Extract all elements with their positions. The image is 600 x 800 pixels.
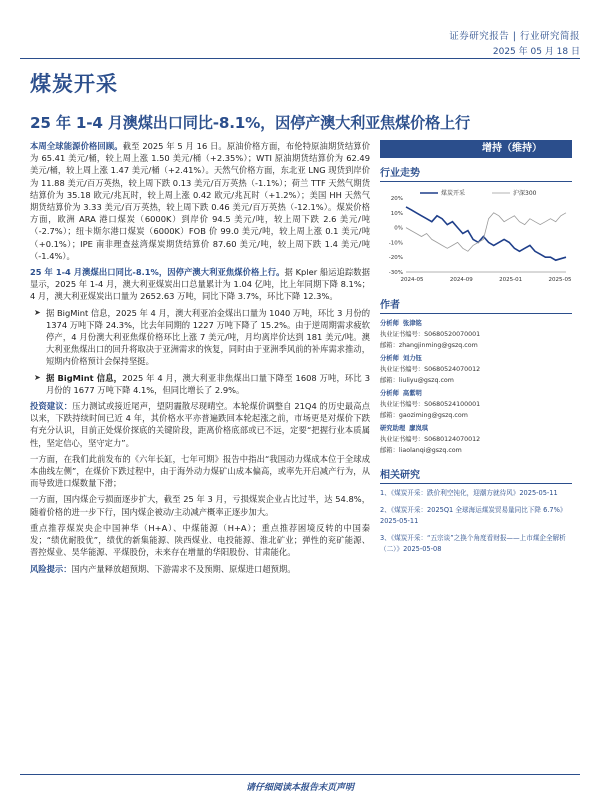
- authors-list: [380, 318, 572, 456]
- report-type-header: 证券研究报告 | 行业研究简报: [449, 31, 580, 42]
- author-entry: [380, 353, 572, 386]
- related-item[interactable]: 2、《煤炭开采：2025Q1 全球海运煤炭贸易量同比下降 6.7%》2025-05-11: [380, 506, 567, 525]
- arrow-bullet-icon: ➤: [34, 372, 41, 382]
- series-line-0: [406, 207, 566, 260]
- report-date: 2025 年 05 月 18 日: [492, 47, 580, 57]
- author-cert: 执业证书编号：S0680124070012: [380, 436, 481, 443]
- investment-paragraph: [30, 400, 370, 449]
- y-tick-label: 0%: [394, 225, 403, 232]
- sidebar: [380, 140, 572, 561]
- arrow-bullet-icon: ➤: [34, 307, 41, 317]
- author-cert: 执业证书编号：S0680520070001: [380, 331, 481, 338]
- related-list: [380, 488, 572, 555]
- footer-divider: [20, 774, 580, 775]
- risk-paragraph: [30, 563, 370, 575]
- main-body: [30, 140, 370, 579]
- related-item[interactable]: 3、《煤炭开采：“五宗谈”之换个角度看财报——上市煤企全解析（二）》2025-05-08: [380, 534, 566, 553]
- risk-lead: 风险提示：: [30, 563, 72, 574]
- bullet-text: 据 BigMint 信息，2025 年 4 月，澳大利亚冶金煤出口量为 1040 万吨，环比 3 月份的 1374 万吨下降 24.3%，比去年同期的 1227 万吨下降了 15.2%。由于逆周期需求疲软停产，4 月份澳大利亚焦煤价格环比上涨 7 美元/吨，月均离岸价达到 181 美元/吨。澳大利亚焦煤出口的回升将取决于亚洲需求的恢复，同时由于亚洲季风前的补库需求推动，短期内价格预计会保持坚挺。: [46, 307, 370, 367]
- series-line-1: [406, 213, 566, 252]
- body-paragraph: 一方面，国内煤企亏损面逐步扩大，截至 25 年 3 月，亏损煤炭企业占比过半，达 54.8%，随着价格的进一步下行，国内煤企被动/主动减产概率正逐步加大。: [30, 494, 370, 517]
- related-section-title: 相关研究: [380, 460, 572, 484]
- author-role: 分析师: [380, 355, 399, 362]
- investment-lead: 投资建议：: [30, 401, 73, 412]
- author-entry: [380, 318, 572, 351]
- x-tick-label: 2025-05: [548, 277, 572, 283]
- y-tick-label: 10%: [390, 210, 403, 217]
- authors-section-title: 作者: [380, 290, 572, 314]
- author-role: 研究助理: [380, 425, 406, 432]
- trend-chart-svg: [380, 186, 572, 286]
- paragraph-lead: 本周全球能源价格回顾。: [30, 141, 123, 151]
- author-cert: 执业证书编号：S0680524070012: [380, 366, 481, 373]
- y-tick-label: -20%: [388, 255, 403, 262]
- export-paragraph: [30, 266, 370, 303]
- author-cert: 执业证书编号：S0680524100001: [380, 401, 481, 408]
- author-email[interactable]: 邮箱：liuliyu@gszq.com: [380, 377, 454, 384]
- y-tick-label: 20%: [390, 196, 403, 202]
- energy-price-paragraph: [30, 140, 370, 262]
- legend-label: 煤炭开采: [441, 190, 466, 197]
- paragraph-text: 据 Kpler 船运追踪数据显示，2025 年 1-4 月，澳大利亚煤炭出口总量累计为 1.04 亿吨，比上年同期下降 8.1%；4 月，澳大利亚煤炭出口量为 2652.63 万吨，同比下降 3.7%，环比下降 12.3%。: [30, 267, 370, 302]
- footer-disclaimer: 请仔细阅读本报告末页声明: [245, 783, 354, 793]
- y-tick-label: -10%: [388, 240, 403, 247]
- y-tick-label: -30%: [388, 270, 403, 276]
- author-name: 廖岚琪: [409, 425, 429, 432]
- header-divider: [20, 58, 580, 59]
- x-tick-label: 2024-05: [400, 277, 424, 283]
- author-entry: [380, 423, 572, 456]
- author-role: 分析师: [380, 320, 399, 327]
- x-tick-label: 2024-09: [449, 277, 473, 283]
- trend-section-title: 行业走势: [380, 158, 572, 182]
- bullet-item: [30, 372, 370, 396]
- body-paragraph: 重点推荐煤炭央企中国神华（H+A）、中煤能源（H+A）；重点推荐困境反转的中国秦发；“绩优耐股优”，绩优的新集能源、陕西煤业、电投能源、淮北矿业；弹性的兖矿能源、晋控煤业、昊华能源、平煤股份，未来存在增量的华阳股份、甘肃能化。: [30, 522, 370, 558]
- related-item[interactable]: 1、《煤炭开采：跌价利空钝化，迎潮方就待风》2025-05-11: [380, 489, 558, 497]
- author-name: 张津铭: [402, 320, 422, 327]
- paragraph-lead: 25 年 1-4 月澳煤出口同比-8.1%，因停产澳大利亚焦煤价格上行。: [30, 267, 285, 278]
- author-email[interactable]: 邮箱：gaoziming@gszq.com: [380, 412, 468, 419]
- legend-label: 沪深300: [513, 190, 537, 197]
- author-name: 刘力钰: [402, 355, 422, 362]
- author-email[interactable]: 邮箱：liaolanqi@gszq.com: [380, 447, 462, 454]
- author-entry: [380, 388, 572, 421]
- bullet-lead: 据 BigMint 信息，: [46, 372, 123, 383]
- rating-badge: 增持（维持）: [380, 140, 572, 158]
- bullet-text: 2025 年 4 月，澳大利亚非焦煤出口量下降至 1608 万吨，环比 3 月份的 1677 万吨下降 4.1%，但同比增长了 2.9%。: [46, 372, 370, 395]
- x-tick-label: 2025-01: [499, 277, 523, 283]
- paragraph-text: 截至 2025 年 5 月 16 日。原油价格方面，布伦特原油期货结算价为 65.41 美元/桶，较上周上涨 1.50 美元/桶（+2.35%）；WTI 原油期货结算价为 62.49 美元/桶，较上周上涨 1.47 美元/桶（+2.41%）。天然气价格方面，东北亚 LNG 现货到岸价为 11.88 美元/百万英热，较上周下跌 0.13 美元/百万英热（-1.1%）；荷兰 TTF 天然气期货结算价为 35.18 欧元/兆瓦时，较上周上涨 0.42 欧元/兆瓦时（+1.2%）；美国 HH 天然气期货结算价为 3.33 美元/百万英热，较上周下跌 0.46 美元/百万英热（-12.1%）。煤炭价格方面，欧洲 ARA 港口煤炭（6000K）到岸价 94.5 美元/吨，较上周下跌 2.6 美元/吨（-2.7%）；纽卡斯尔港口煤炭（6000K）FOB 价 99.0 美元/吨，较上周上涨 0.1 美元/吨（+0.1%）；IPE 南非理查兹湾煤炭期货结算价 87.60 美元/吨，较上周下跌 1.4 美元/吨（-1.4%）。: [30, 141, 370, 261]
- industry-name: 煤炭开采: [30, 72, 118, 96]
- author-role: 分析师: [380, 390, 399, 397]
- risk-text: 国内产量释放超预期、下游需求不及预期、原煤进口超预期。: [71, 563, 296, 574]
- bullet-item: [30, 307, 370, 368]
- author-name: 高紫明: [402, 390, 422, 397]
- body-paragraph: 一方面，在我们此前发布的《六年长缸，七年可期》报告中指出“我国动力煤成本位于全球成本曲线左侧”，在煤价下跌过程中，由于海外动力煤矿山成本偏高，或率先开启减产行为，从而导致进口煤数量下滑；: [30, 453, 370, 489]
- trend-chart: [380, 186, 572, 286]
- author-email[interactable]: 邮箱：zhangjinming@gszq.com: [380, 342, 478, 349]
- investment-text: 压力测试或接近尾声，望阴霾散尽现晴空。本轮煤价调整自 21Q4 的历史最高点以来，下跌持续时间已近 4 年，其价格水平亦普遍跌回本轮起涨之前，市场更是对煤价下跌有充分认识，目前正处煤价探底的关键阶段，距离价格底部或已不远，定要“把握行业本质属性，坚定信心，坚守定力”。: [30, 401, 370, 448]
- report-title: 25 年 1-4 月澳煤出口同比-8.1%，因停产澳大利亚焦煤价格上行: [30, 114, 470, 132]
